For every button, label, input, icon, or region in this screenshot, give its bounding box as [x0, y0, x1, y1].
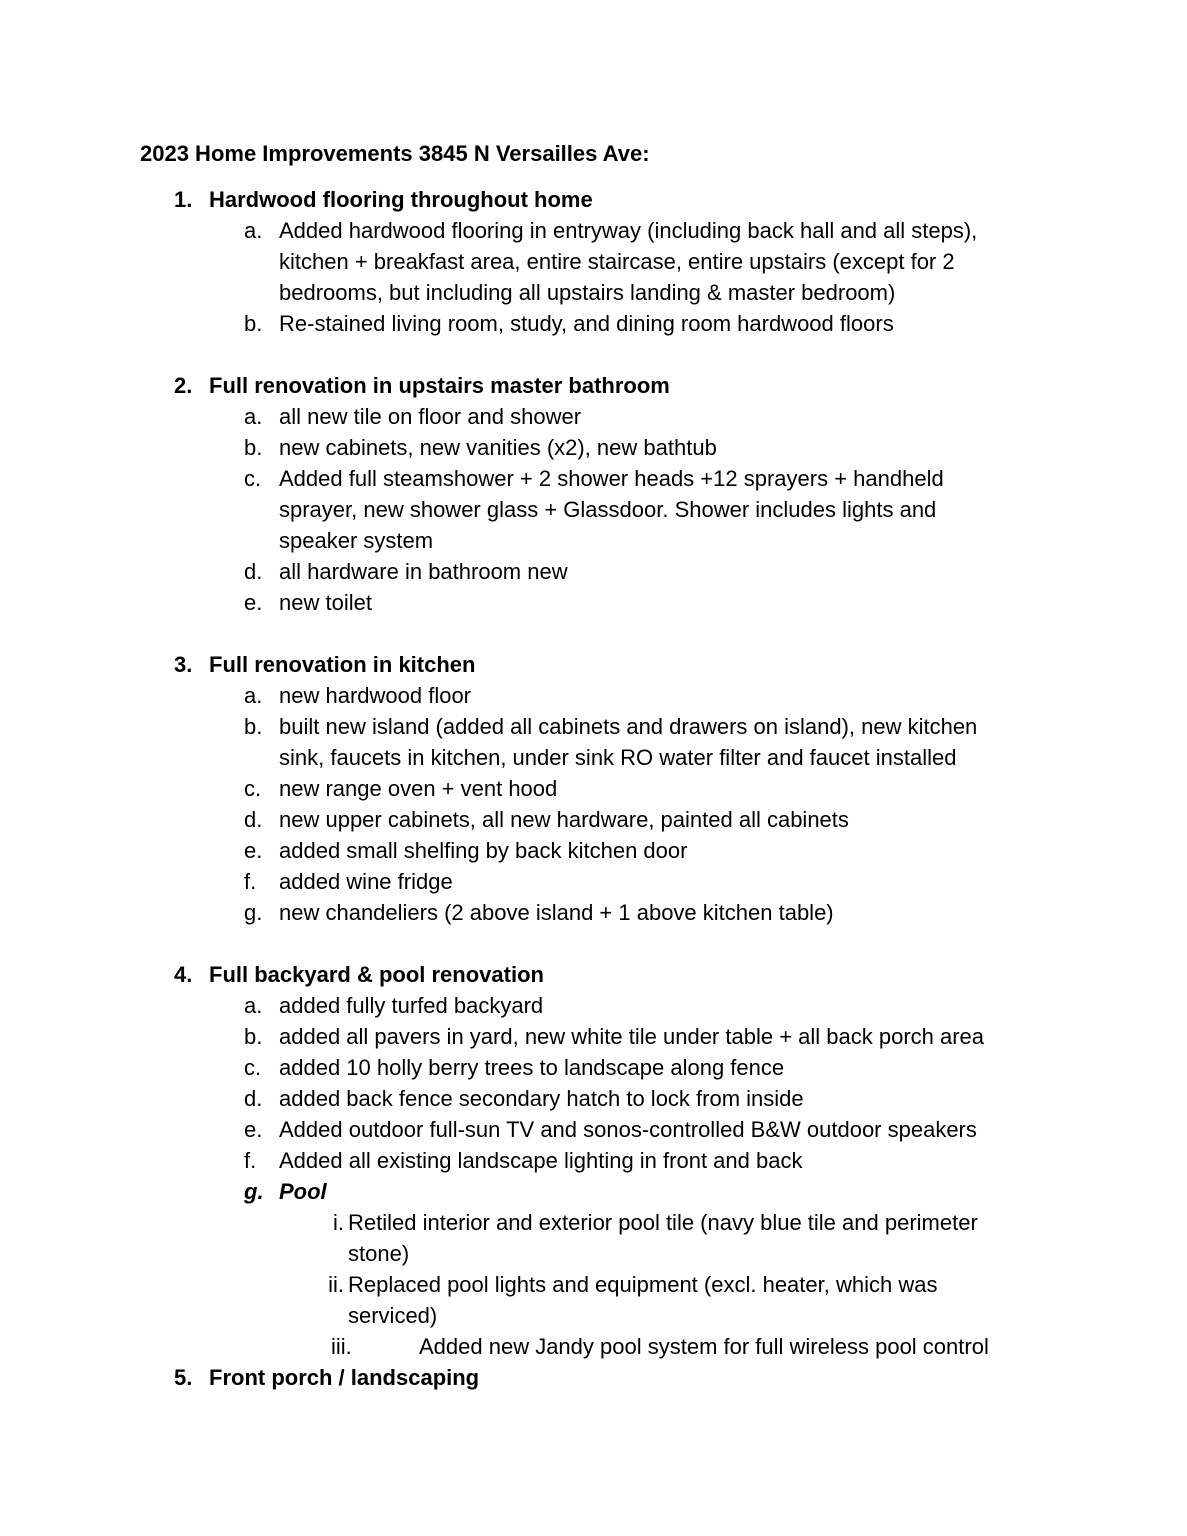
- item-text: Added hardwood flooring in entryway (including back hall and all steps),: [279, 218, 978, 243]
- item-text: new upper cabinets, all new hardware, painted all cabinets: [279, 807, 849, 832]
- subitem-text: Retiled interior and exterior pool tile (navy blue tile and perimeter: [348, 1210, 978, 1235]
- item-marker: b.: [244, 311, 263, 336]
- item-text: new chandeliers (2 above island + 1 above kitchen table): [279, 900, 834, 925]
- item-marker: c.: [244, 1055, 262, 1080]
- item-marker: d.: [244, 1086, 263, 1111]
- subitem-text: Replaced pool lights and equipment (excl. heater, which was: [348, 1272, 938, 1297]
- subitem-text: serviced): [348, 1303, 438, 1328]
- item-marker: b.: [244, 714, 263, 739]
- item-text: Added all existing landscape lighting in front and back: [279, 1148, 803, 1173]
- section-number: 5.: [174, 1365, 193, 1390]
- item-text: added 10 holly berry trees to landscape along fence: [279, 1055, 785, 1080]
- item-text: all hardware in bathroom new: [279, 559, 568, 584]
- item-text: sink, faucets in kitchen, under sink RO water filter and faucet installed: [279, 745, 957, 770]
- item-text: bedrooms, but including all upstairs landing & master bedroom): [279, 280, 896, 305]
- item-marker: a.: [244, 683, 263, 708]
- subitem-marker: i.: [333, 1210, 344, 1235]
- section-number: 3.: [174, 652, 193, 677]
- item-text: added back fence secondary hatch to lock from inside: [279, 1086, 804, 1111]
- section-heading: Full backyard & pool renovation: [209, 962, 544, 987]
- item-text: added all pavers in yard, new white tile under table + all back porch area: [279, 1024, 985, 1049]
- item-marker: b.: [244, 435, 263, 460]
- subitem-marker: iii.: [331, 1334, 352, 1359]
- section-number: 1.: [174, 187, 193, 212]
- item-marker: e.: [244, 590, 263, 615]
- item-text: Re-stained living room, study, and dining room hardwood floors: [279, 311, 894, 336]
- item-marker: b.: [244, 1024, 263, 1049]
- item-text: added fully turfed backyard: [279, 993, 544, 1018]
- item-marker: c.: [244, 776, 262, 801]
- section-heading: Full renovation in kitchen: [209, 652, 476, 677]
- item-text: Added outdoor full-sun TV and sonos-controlled B&W outdoor speakers: [279, 1117, 977, 1142]
- item-marker: d.: [244, 807, 263, 832]
- item-text: new hardwood floor: [279, 683, 472, 708]
- item-text: Added full steamshower + 2 shower heads +12 sprayers + handheld: [279, 466, 944, 491]
- item-text: speaker system: [279, 528, 434, 553]
- item-text: built new island (added all cabinets and drawers on island), new kitchen: [279, 714, 978, 739]
- item-marker: g.: [244, 900, 263, 925]
- item-marker: a.: [244, 404, 263, 429]
- item-text: new toilet: [279, 590, 372, 615]
- section-number: 4.: [174, 962, 193, 987]
- item-text: all new tile on floor and shower: [279, 404, 582, 429]
- pool-subheading: Pool: [279, 1179, 327, 1204]
- section-heading: Hardwood flooring throughout home: [209, 187, 593, 212]
- section-number: 2.: [174, 373, 193, 398]
- section-heading: Front porch / landscaping: [209, 1365, 480, 1390]
- item-marker: f.: [244, 869, 257, 894]
- item-marker: a.: [244, 218, 263, 243]
- subitem-text: stone): [348, 1241, 410, 1266]
- item-marker: e.: [244, 1117, 263, 1142]
- item-marker: f.: [244, 1148, 257, 1173]
- page-title: 2023 Home Improvements 3845 N Versailles Ave:: [140, 141, 650, 166]
- item-marker: e.: [244, 838, 263, 863]
- item-text: new cabinets, new vanities (x2), new bathtub: [279, 435, 717, 460]
- item-marker: a.: [244, 993, 263, 1018]
- item-text: sprayer, new shower glass + Glassdoor. Shower includes lights and: [279, 497, 937, 522]
- section-heading: Full renovation in upstairs master bathroom: [209, 373, 670, 398]
- item-text: added wine fridge: [279, 869, 453, 894]
- item-text: new range oven + vent hood: [279, 776, 558, 801]
- item-text: added small shelfing by back kitchen door: [279, 838, 688, 863]
- item-marker: d.: [244, 559, 263, 584]
- item-marker-pool: g.: [244, 1179, 264, 1204]
- item-text: kitchen + breakfast area, entire staircase, entire upstairs (except for 2: [279, 249, 955, 274]
- item-marker: c.: [244, 466, 262, 491]
- subitem-text: Added new Jandy pool system for full wireless pool control: [419, 1334, 989, 1359]
- subitem-marker: ii.: [328, 1272, 344, 1297]
